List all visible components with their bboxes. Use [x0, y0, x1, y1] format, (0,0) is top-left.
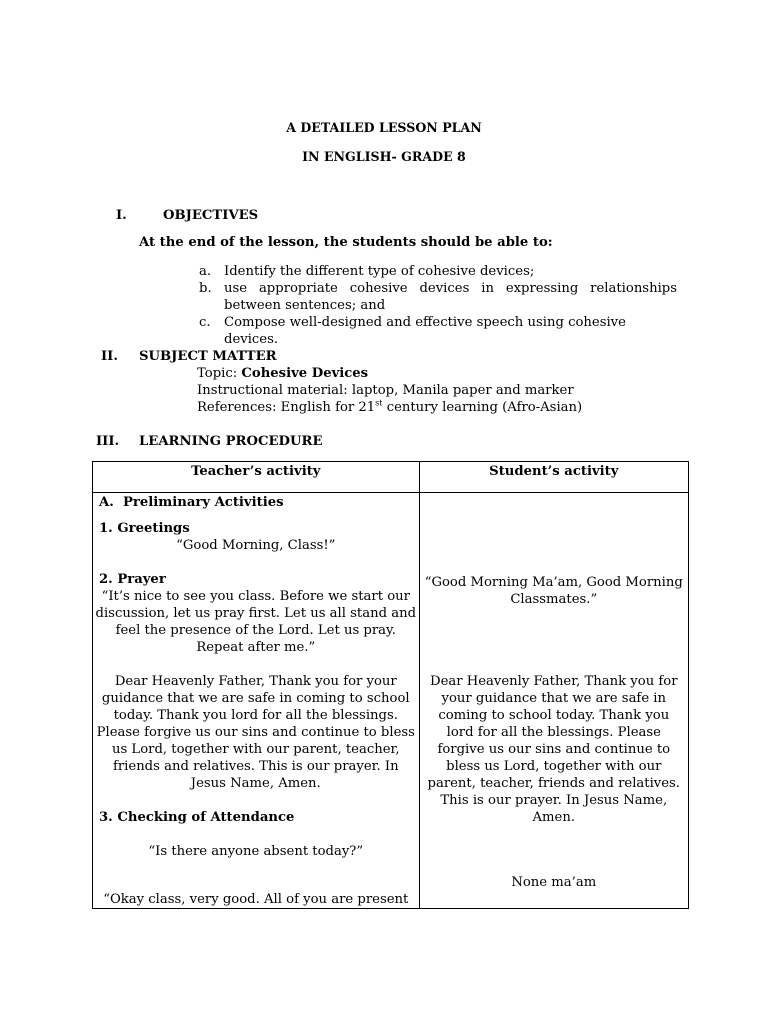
student-prayer-line: Amen. — [532, 810, 576, 825]
preliminary-activities-heading: Preliminary Activities — [123, 495, 284, 510]
prayer-text-line: Please forgive us our sins and continue to bless — [96, 725, 415, 740]
prayer-text-line: guidance that we are safe in coming to school — [101, 691, 410, 706]
topic-value: Cohesive Devices — [241, 366, 369, 381]
objective-marker: c. — [199, 315, 211, 330]
prayer-intro-line: feel the presence of the Lord. Let us pray. — [115, 623, 396, 638]
section-numeral-subject: II. — [101, 349, 118, 364]
document-subtitle: IN ENGLISH- GRADE 8 — [302, 149, 466, 164]
header-teacher-activity: Teacher’s activity — [93, 462, 420, 493]
references-suffix: century learning (Afro-Asian) — [382, 400, 583, 415]
objective-marker: a. — [199, 264, 212, 279]
prayer-text-line: today. Thank you lord for all the blessings. — [113, 708, 398, 723]
section-marker: A. — [99, 495, 114, 510]
section-numeral-procedure: III. — [96, 434, 120, 449]
student-prayer-line: coming to school today. Thank you — [438, 708, 670, 723]
references-prefix: References: English for 21 — [197, 400, 376, 415]
student-prayer-line: lord for all the blessings. Please — [446, 725, 661, 740]
objective-item — [199, 263, 677, 280]
prayer-text-line: Jesus Name, Amen. — [190, 776, 321, 791]
prayer-intro-line: discussion, let us pray first. Let us all stand and — [95, 606, 417, 621]
table-header-row — [93, 462, 689, 493]
student-greeting-line: “Good Morning Ma’am, Good Morning — [424, 575, 683, 590]
topic-label: Topic: — [197, 366, 242, 381]
objective-marker: b. — [199, 281, 212, 296]
references-superscript: st — [375, 398, 383, 408]
section-heading-subject: SUBJECT MATTER — [139, 349, 277, 364]
teacher-activity-cell — [93, 493, 420, 909]
document-title: A DETAILED LESSON PLAN — [286, 120, 482, 135]
student-attendance-reply: None ma’am — [511, 875, 597, 890]
header-student-activity: Student’s activity — [419, 462, 688, 493]
student-prayer-line: forgive us our sins and continue to — [437, 742, 671, 757]
objective-item — [199, 314, 677, 348]
student-greeting-line: Classmates.” — [510, 592, 598, 607]
objective-text: use appropriate cohesive devices in expressing relationships between sentences; and — [224, 281, 677, 313]
student-prayer-line: This is our prayer. In Jesus Name, — [440, 793, 668, 808]
prayer-text-line: friends and relatives. This is our prayer. In — [112, 759, 399, 774]
prayer-heading: 2. Prayer — [99, 572, 166, 587]
student-prayer-line: parent, teacher, friends and relatives. — [427, 776, 681, 791]
prayer-text-line: us Lord, together with our parent, teacher, — [111, 742, 400, 757]
topic-line — [197, 365, 368, 382]
objectives-list — [199, 263, 677, 348]
objective-text: Identify the different type of cohesive devices; — [224, 264, 535, 279]
activity-table — [92, 461, 689, 909]
student-activity-cell — [419, 493, 688, 909]
attendance-heading: 3. Checking of Attendance — [99, 810, 295, 825]
section-heading-procedure: LEARNING PROCEDURE — [139, 434, 323, 449]
objective-text: Compose well-designed and effective speech using cohesive devices. — [224, 315, 626, 347]
greetings-heading: 1. Greetings — [99, 521, 190, 536]
student-prayer-line: your guidance that we are safe in — [441, 691, 667, 706]
student-prayer-line: bless us Lord, together with our — [446, 759, 662, 774]
prayer-intro-line: Repeat after me.” — [196, 640, 316, 655]
attendance-reply: “Okay class, very good. All of you are present — [103, 892, 409, 907]
prayer-text-line: Dear Heavenly Father, Thank you for your — [114, 674, 397, 689]
section-heading-objectives: OBJECTIVES — [163, 208, 259, 223]
materials-line: Instructional material: laptop, Manila paper and marker — [197, 383, 574, 398]
table-row — [93, 493, 689, 909]
greetings-line: “Good Morning, Class!” — [176, 538, 336, 553]
references-line — [197, 399, 582, 416]
objective-item — [199, 280, 677, 314]
section-numeral-objectives: I. — [116, 208, 127, 223]
student-prayer-line: Dear Heavenly Father, Thank you for — [430, 674, 678, 689]
prayer-intro-line: “It’s nice to see you class. Before we start our — [101, 589, 410, 604]
attendance-question: “Is there anyone absent today?” — [148, 844, 364, 859]
objectives-intro: At the end of the lesson, the students should be able to: — [139, 235, 553, 250]
